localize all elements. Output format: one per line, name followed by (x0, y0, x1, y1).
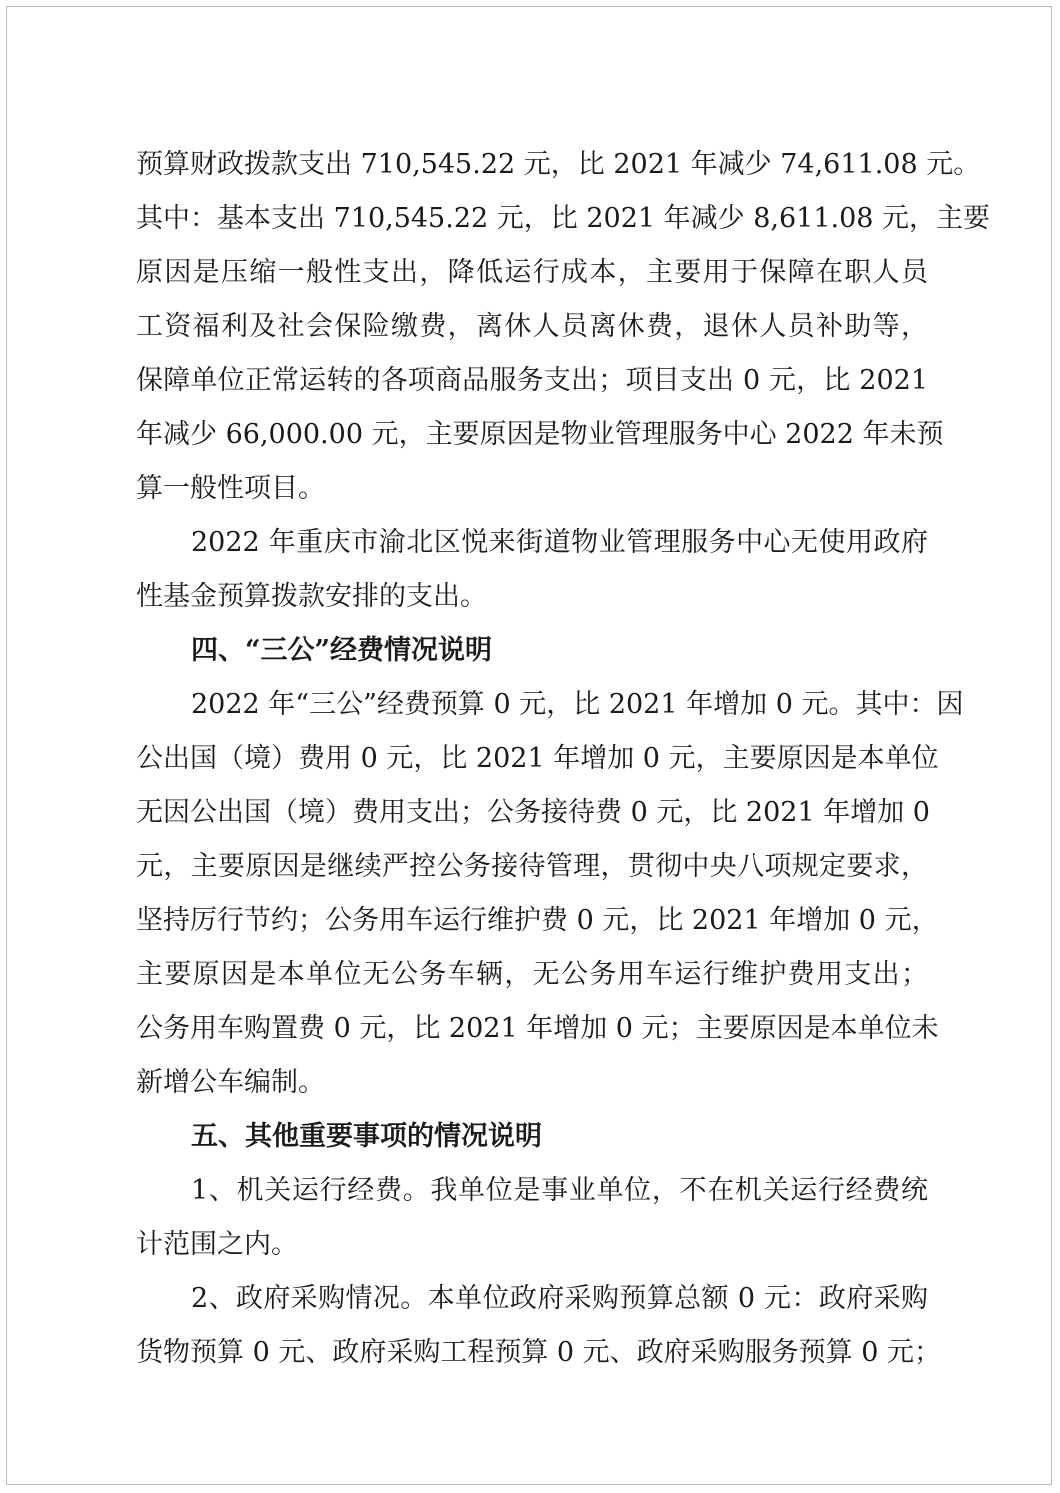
text-line: 无因公出国（境）费用支出；公务接待费 0 元，比 2021 年增加 0 (136, 797, 930, 828)
text-line: 2022 年重庆市渝北区悦来街道物业管理服务中心无使用政府 (191, 527, 928, 558)
section-heading: 四、“三公”经费情况说明 (191, 635, 493, 666)
text-line: 其中：基本支出 710,545.22 元，比 2021 年减少 8,611.08 元，主要 (136, 203, 991, 234)
text-line: 预算财政拨款支出 710,545.22 元，比 2021 年减少 74,611.08 元。 (136, 149, 981, 180)
text-line: 工资福利及社会保险缴费，离休人员离休费，退休人员补助等， (136, 311, 928, 342)
text-line: 计范围之内。 (136, 1229, 298, 1260)
text-line: 公务用车购置费 0 元，比 2021 年增加 0 元；主要原因是本单位未 (136, 1013, 939, 1044)
text-line: 原因是压缩一般性支出，降低运行成本，主要用于保障在职人员 (136, 257, 928, 288)
text-line: 2、政府采购情况。本单位政府采购预算总额 0 元：政府采购 (191, 1283, 928, 1314)
text-line: 1、机关运行经费。我单位是事业单位，不在机关运行经费统 (191, 1175, 928, 1206)
text-line: 坚持厉行节约；公务用车运行维护费 0 元，比 2021 年增加 0 元， (136, 905, 939, 936)
text-line: 2022 年“三公”经费预算 0 元，比 2021 年增加 0 元。其中：因 (191, 689, 964, 720)
text-line: 新增公车编制。 (136, 1067, 325, 1098)
text-line: 主要原因是本单位无公务车辆，无公务用车运行维护费用支出； (136, 959, 928, 990)
text-line: 货物预算 0 元、政府采购工程预算 0 元、政府采购服务预算 0 元； (136, 1337, 942, 1368)
text-line: 算一般性项目。 (136, 473, 325, 504)
text-line: 公出国（境）费用 0 元，比 2021 年增加 0 元，主要原因是本单位 (136, 743, 939, 774)
text-line: 年减少 66,000.00 元，主要原因是物业管理服务中心 2022 年未预 (136, 419, 944, 450)
text-line: 元，主要原因是继续严控公务接待管理，贯彻中央八项规定要求， (136, 851, 928, 882)
section-heading: 五、其他重要事项的情况说明 (191, 1121, 542, 1152)
text-line: 保障单位正常运转的各项商品服务支出；项目支出 0 元，比 2021 (136, 365, 928, 396)
text-line: 性基金预算拨款安排的支出。 (136, 581, 487, 612)
